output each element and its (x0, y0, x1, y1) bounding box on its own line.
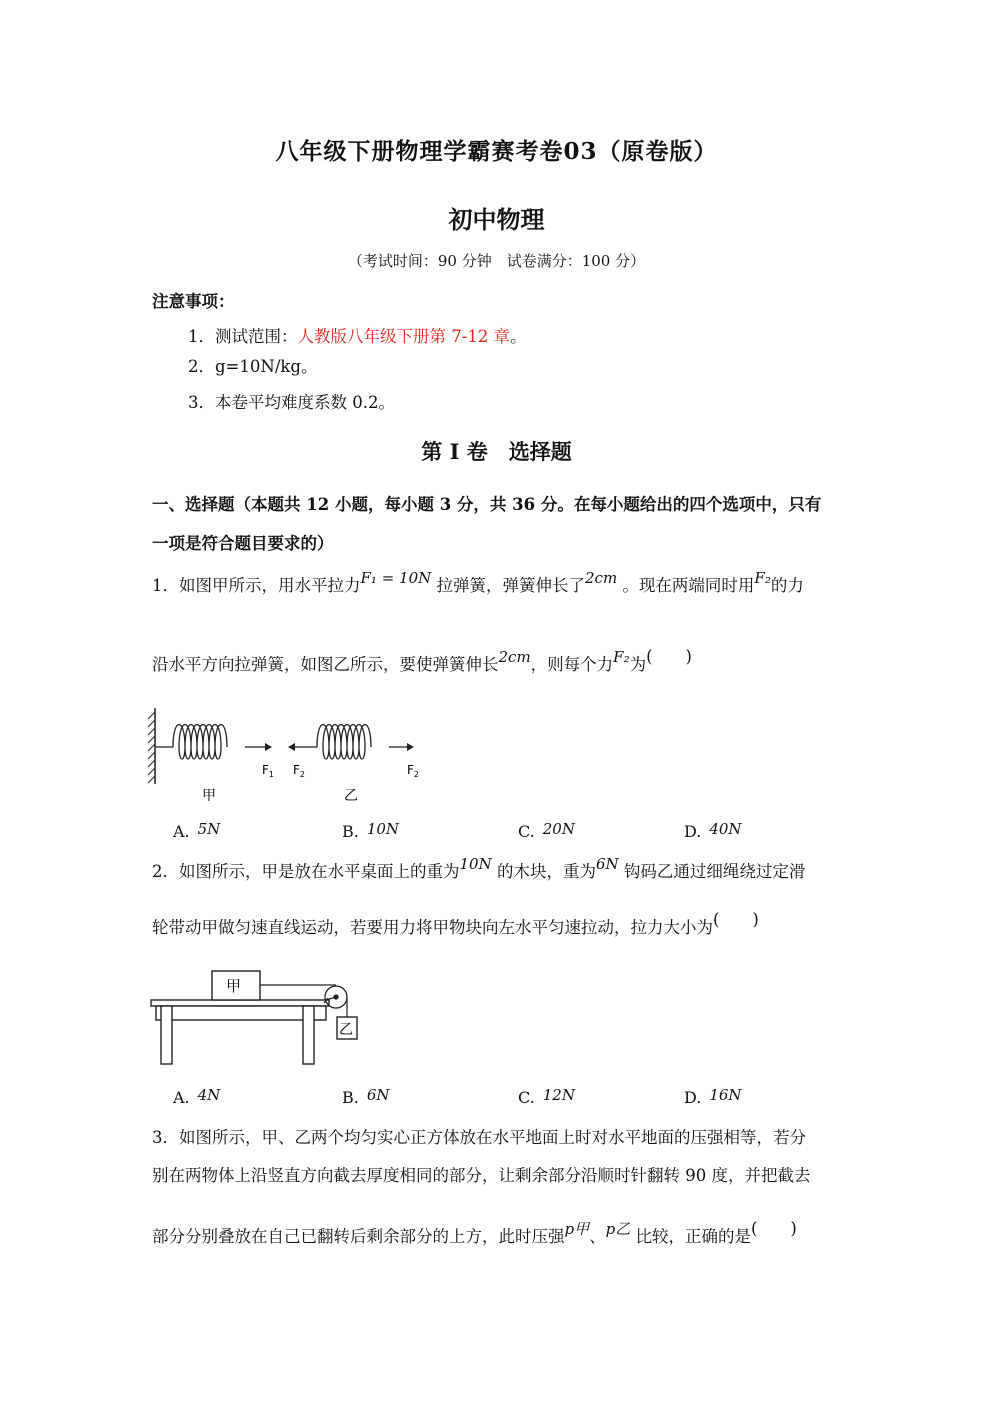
spring-1-icon (155, 725, 265, 760)
q2-weight-2: 6N (595, 855, 619, 873)
q3-line3-a: 部分分别叠放在自己已翻转后剩余部分的上方，此时压强 (152, 1227, 565, 1246)
part1-title: 第 I 卷 选择题 (421, 439, 572, 464)
notice-item-1 (188, 323, 527, 347)
q3-line2: 别在两物体上沿竖直方向截去厚度相同的部分，让剩余部分沿顺时针翻转 90 度，并把截去 (152, 1166, 811, 1185)
q1-line1-b: 拉弹簧，弹簧伸长了 (436, 576, 585, 595)
q1-line2-a: 沿水平方向拉弹簧，如图乙所示，要使弹簧伸长 (152, 655, 499, 674)
svg-text:甲: 甲 (226, 977, 242, 995)
q1-line2 (152, 647, 692, 675)
q1-extension-1: 2cm (585, 569, 618, 587)
q3-line3-c: 比较，正确的是 (635, 1227, 751, 1246)
q1-option-b[interactable]: B. 10N (342, 820, 400, 841)
table-icon (151, 1000, 329, 1064)
fig-label-f2-left: $F_2$ (293, 763, 305, 779)
fig-label-f2-right: $F_2$ (407, 763, 419, 779)
q1-answer-paren: ( ) (646, 647, 692, 666)
q2-pulley-figure (148, 965, 368, 1073)
notice-item-1-suffix: 。 (510, 327, 527, 346)
q1-option-d[interactable]: D. 40N (684, 820, 742, 841)
q2-answer-paren: ( ) (713, 910, 759, 929)
subject-title: 初中物理 (448, 205, 545, 234)
q1-line1-c: 。现在两端同时用 (622, 576, 755, 595)
q2-line1-c: 钩码乙通过细绳绕过定滑 (623, 862, 806, 881)
section1-line1: 一、选择题（本题共 12 小题，每小题 3 分，共 36 分。在每小题给出的四个选项中，只有 (152, 495, 822, 514)
q2-option-c[interactable]: C. 12N (518, 1086, 575, 1107)
fig-label-jia: 甲 (202, 788, 216, 804)
document-title: 八年级下册物理学霸赛考卷03（原卷版） (275, 138, 718, 165)
q1-line2-c: 为 (629, 655, 647, 674)
q2-line1 (152, 855, 806, 882)
arrow-right-icon-2 (407, 743, 414, 751)
q2-line1-a: 2．如图所示，甲是放在水平桌面上的重为 (152, 862, 460, 881)
notice-item-1-prefix: 1．测试范围： (188, 327, 298, 346)
notice-item-2: 2．g=10N/kg。 (188, 357, 318, 376)
q1-spring-figure (145, 700, 445, 810)
wall-icon (148, 708, 155, 784)
section1-line2: 一项是符合题目要求的） (152, 534, 334, 553)
q2-option-b[interactable]: B. 6N (342, 1086, 390, 1107)
q2-option-d[interactable]: D. 16N (684, 1086, 742, 1107)
spring-2-icon (295, 725, 407, 760)
q2-line2 (152, 910, 759, 938)
weight-yi-icon (337, 1017, 357, 1039)
q1-f2-symbol-1: F₂ (754, 569, 771, 587)
q1-option-c[interactable]: C. 20N (518, 820, 575, 841)
q1-extension-2: 2cm (498, 648, 531, 666)
notice-item-3: 3．本卷平均难度系数 0.2。 (188, 393, 395, 412)
pulley-icon (324, 986, 347, 1008)
q2-line2-a: 轮带动甲做匀速直线运动，若要用力将甲物块向左水平匀速拉动，拉力大小为 (152, 918, 713, 937)
q1-f2-symbol-2: F₂ (613, 648, 630, 666)
block-jia-icon (212, 971, 260, 1000)
q1-line1-d: 的力 (770, 576, 804, 595)
arrow-left-icon (288, 743, 295, 751)
q2-weight-1: 10N (459, 855, 492, 873)
q3-answer-paren: ( ) (750, 1219, 797, 1238)
svg-text:乙: 乙 (339, 1022, 353, 1038)
q1-option-a[interactable]: A. 5N (173, 820, 221, 841)
notice-item-1-scope: 人教版八年级下册第 7-12 章 (297, 327, 511, 346)
q1-line2-b: ，则每个力 (530, 655, 614, 674)
fig-label-f1: $F_1$ (262, 763, 274, 779)
q3-line3 (152, 1219, 797, 1247)
notice-heading: 注意事项： (152, 292, 235, 311)
exam-info: （考试时间：90 分钟 试卷满分：100 分） (347, 252, 646, 270)
q1-line1-a: 1．如图甲所示，用水平拉力 (152, 576, 361, 595)
q3-line1: 3．如图所示，甲、乙两个均匀实心正方体放在水平地面上时对水平地面的压强相等，若分 (152, 1128, 806, 1147)
q3-pressure-jia: p甲 (564, 1220, 590, 1238)
q2-option-a[interactable]: A. 4N (173, 1086, 221, 1107)
q3-pressure-yi: p乙 (605, 1220, 631, 1238)
q3-line3-b: 、 (589, 1227, 606, 1246)
q1-line1 (152, 569, 804, 596)
fig-label-yi: 乙 (344, 788, 358, 804)
q1-f1-formula: F₁ = 10N (360, 569, 432, 587)
arrow-right-icon (265, 743, 272, 751)
q2-line1-b: 的木块，重为 (496, 862, 596, 881)
